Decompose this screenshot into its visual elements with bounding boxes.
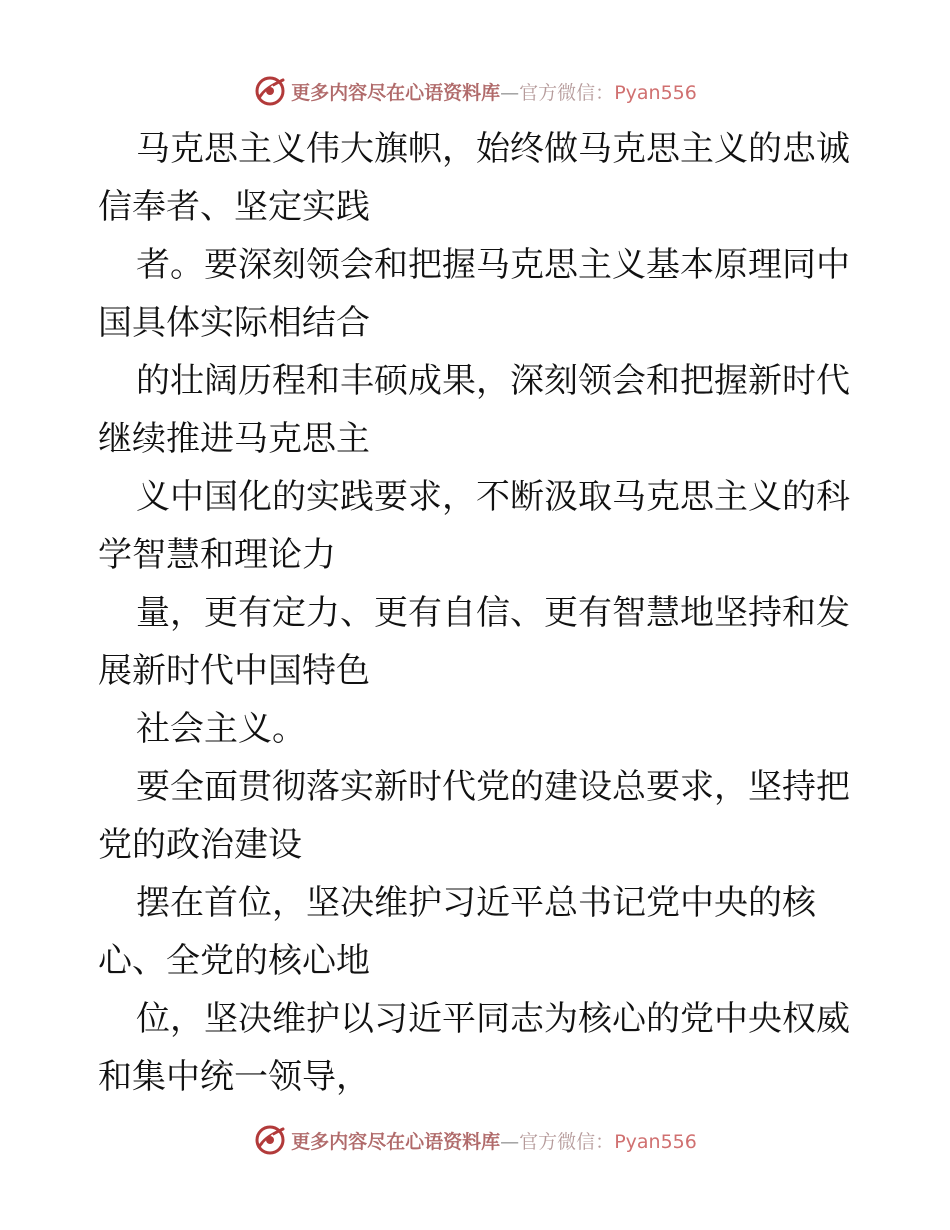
banner-wechat-id: Pyan556 bbox=[614, 1130, 697, 1153]
banner-wechat-label: 官方微信： bbox=[519, 81, 615, 104]
paragraph-line: 要全面贯彻落实新时代党的建设总要求，坚持把 bbox=[136, 767, 850, 807]
paragraph bbox=[98, 352, 858, 468]
paragraph bbox=[98, 120, 858, 236]
paragraph-line: 信奉者、坚定实践 bbox=[98, 187, 370, 227]
banner-separator: — bbox=[500, 1130, 520, 1153]
banner-text bbox=[291, 78, 697, 105]
paragraph-line: 展新时代中国特色 bbox=[98, 651, 370, 691]
banner-main-text: 更多内容尽在心语资料库 bbox=[291, 81, 501, 104]
banner-main-text: 更多内容尽在心语资料库 bbox=[291, 1130, 501, 1153]
paragraph bbox=[98, 874, 858, 990]
paragraph bbox=[98, 584, 858, 700]
banner-separator: — bbox=[500, 81, 520, 104]
paragraph bbox=[98, 758, 858, 874]
banner-text bbox=[291, 1127, 697, 1154]
paragraph-line: 和集中统一领导， bbox=[98, 1057, 370, 1097]
footer-banner bbox=[0, 1120, 950, 1160]
paragraph-line: 心、全党的核心地 bbox=[98, 941, 370, 981]
paragraph-line: 义中国化的实践要求，不断汲取马克思主义的科 bbox=[136, 477, 850, 517]
paragraph-line: 者。要深刻领会和把握马克思主义基本原理同中 bbox=[136, 245, 850, 285]
paragraph bbox=[98, 990, 858, 1106]
paragraph bbox=[98, 700, 858, 758]
paragraph-line: 的壮阔历程和丰硕成果，深刻领会和把握新时代 bbox=[136, 361, 850, 401]
paragraph-line: 量，更有定力、更有自信、更有智慧地坚持和发 bbox=[136, 593, 850, 633]
quill-swirl-logo-icon bbox=[253, 1123, 287, 1157]
paragraph-line: 马克思主义伟大旗帜，始终做马克思主义的忠诚 bbox=[136, 129, 850, 169]
banner-wechat-id: Pyan556 bbox=[614, 81, 697, 104]
paragraph-line: 继续推进马克思主 bbox=[98, 419, 370, 459]
paragraph-line: 学智慧和理论力 bbox=[98, 535, 336, 575]
paragraph-line: 位，坚决维护以习近平同志为核心的党中央权威 bbox=[136, 999, 850, 1039]
banner-wechat-label: 官方微信： bbox=[519, 1130, 615, 1153]
document-body bbox=[98, 120, 858, 1106]
header-banner bbox=[0, 71, 950, 111]
paragraph-line: 社会主义。 bbox=[136, 709, 306, 749]
paragraph bbox=[98, 468, 858, 584]
paragraph-line: 党的政治建设 bbox=[98, 825, 302, 865]
quill-swirl-logo-icon bbox=[253, 74, 287, 108]
paragraph-line: 摆在首位，坚决维护习近平总书记党中央的核 bbox=[136, 883, 816, 923]
paragraph bbox=[98, 236, 858, 352]
paragraph-line: 国具体实际相结合 bbox=[98, 303, 370, 343]
